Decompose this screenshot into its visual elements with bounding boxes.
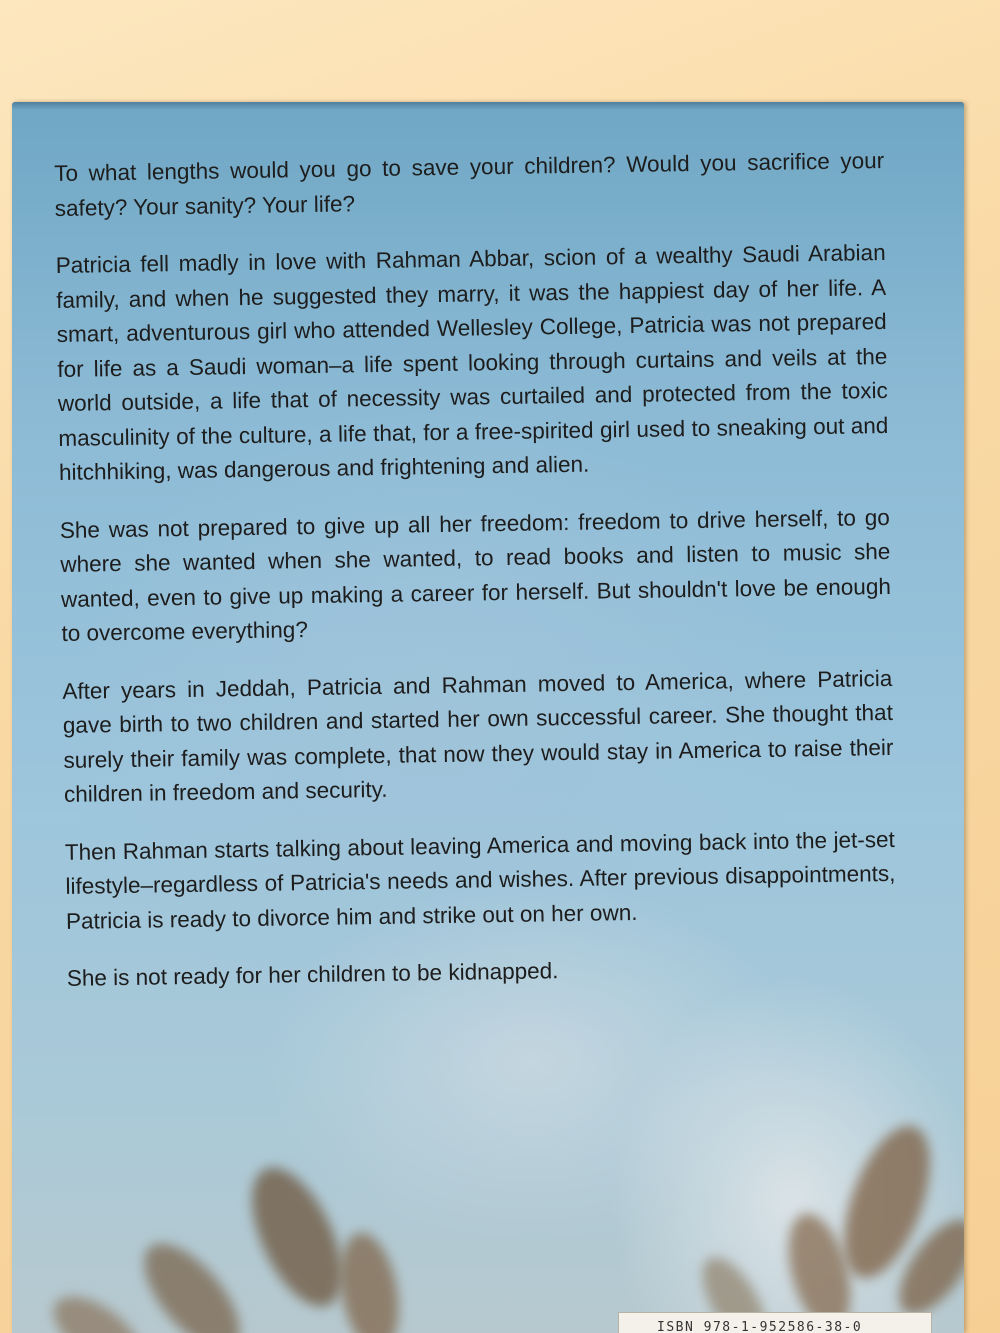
- blurb-paragraph-6: She is not ready for her children to be kidnapped.: [66, 958, 559, 991]
- blurb-paragraph-2: Patricia fell madly in love with Rahman Abbar, scion of a wealthy Saudi Arabian family, and when he suggested they marry, it was the happiest day of her life. A smart, adventurous girl who attended Wellesley College, Patricia was not prepared for life as a Saudi woman–a life spent looking through curtains and veils at the world outside, a life that of necessity was curtailed and protected from the toxic masculinity of the culture, a life that, for a free-spirited girl used to sneaking out and hitchhiking, was dangerous and frightening and alien.: [55, 239, 889, 485]
- plant-leaf: [42, 1283, 153, 1333]
- book-back-cover: [12, 102, 964, 1333]
- back-cover-blurb: [54, 144, 897, 1019]
- blurb-paragraph-4: After years in Jeddah, Patricia and Rahman moved to America, where Patricia gave birth to two children and started her own successful career. She thought that surely their family was complete, that now they would stay in America to raise their children in freedom and security.: [62, 665, 894, 807]
- blurb-paragraph-3: She was not prepared to give up all her freedom: freedom to drive herself, to go where she wanted when she wanted, to read books and listen to music she wanted, even to give up making a career for herself. But shouldn't love be enough to overcome everything?: [59, 504, 892, 646]
- cover-top-edge: [12, 102, 964, 110]
- isbn-barcode-label: [618, 1312, 932, 1333]
- blurb-paragraph-5: Then Rahman starts talking about leaving America and moving back into the jet-set lifestyle–regardless of Patricia's needs and wishes. After previous disappointments, Patricia is ready to divorce him and strike out on her own.: [64, 826, 896, 934]
- isbn-text: ISBN 978-1-952586-38-0: [657, 1320, 863, 1333]
- blurb-paragraph-1: To what lengths would you go to save your children? Would you sacrifice your safety? Your sanity? Your life?: [54, 147, 885, 221]
- plant-leaf: [127, 1228, 257, 1333]
- plant-leaf: [332, 1228, 407, 1333]
